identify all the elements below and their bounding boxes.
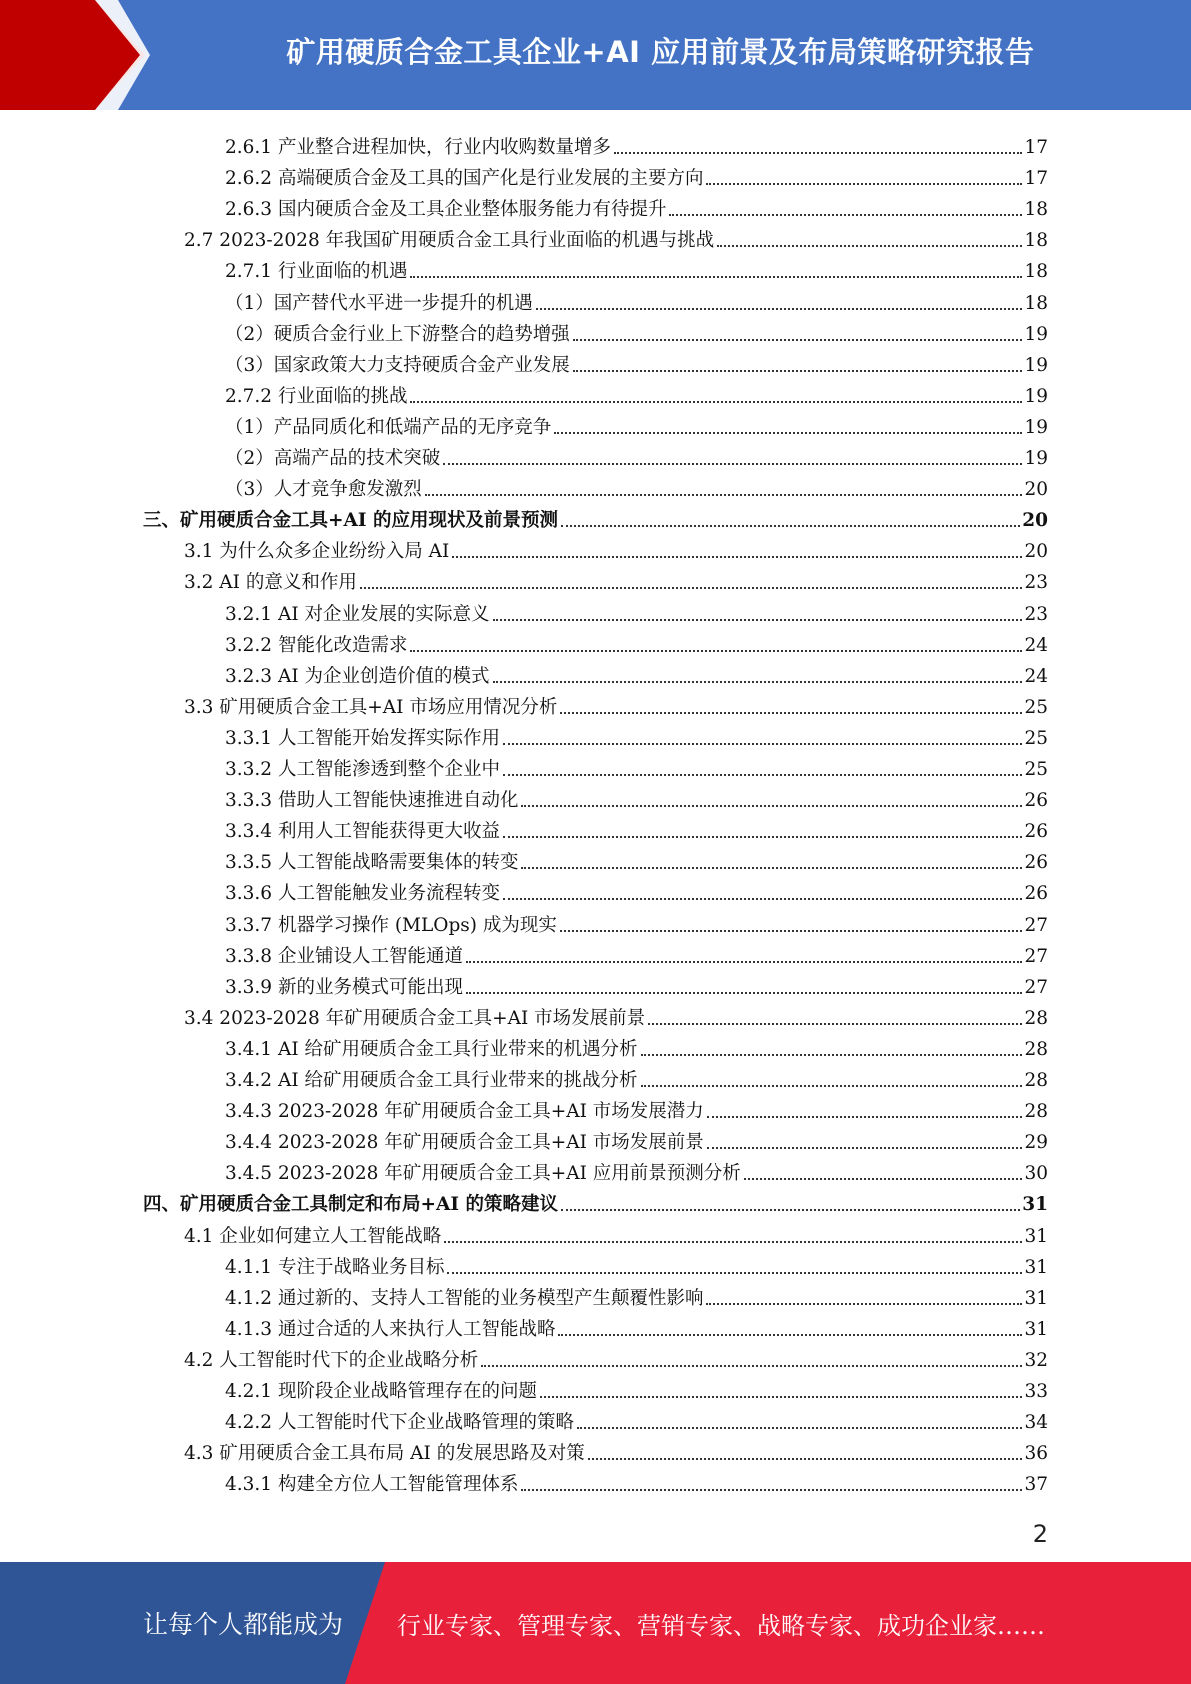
- toc-entry[interactable]: [225, 1154, 1048, 1185]
- toc-dot-leader: [577, 1427, 1022, 1429]
- toc-entry-label: 4.3 矿用硬质合金工具布局 AI 的发展思路及对策: [184, 1443, 585, 1465]
- toc-entry-page: 23: [1024, 572, 1048, 594]
- toc-entry[interactable]: [225, 719, 1048, 750]
- toc-dot-leader: [744, 1178, 1023, 1180]
- toc-entry-label: 3.3.5 人工智能战略需要集体的转变: [225, 852, 519, 874]
- toc-entry[interactable]: [225, 812, 1048, 843]
- toc-dot-leader: [554, 432, 1022, 434]
- toc-dot-leader: [561, 1209, 1020, 1211]
- toc-entry-label: 2.7.1 行业面临的机遇: [225, 261, 408, 283]
- toc-entry-page: 31: [1024, 1287, 1048, 1309]
- toc-entry-page: 18: [1024, 292, 1048, 314]
- toc-entry[interactable]: [225, 159, 1048, 190]
- toc-entry-page: 18: [1024, 261, 1048, 283]
- toc-dot-leader: [452, 556, 1022, 558]
- toc-entry[interactable]: [225, 377, 1048, 408]
- toc-entry-label: 4.2.1 现阶段企业战略管理存在的问题: [225, 1381, 537, 1402]
- toc-entry-page: 26: [1024, 790, 1048, 812]
- page-footer: [0, 1562, 1191, 1684]
- toc-entry[interactable]: [225, 252, 1048, 283]
- toc-entry-page: 19: [1024, 354, 1048, 376]
- toc-entry-label: 4.1.1 专注于战略业务目标: [225, 1256, 445, 1278]
- footer-slogan-right: 行业专家、管理专家、营销专家、战略专家、成功企业家……: [397, 1611, 1045, 1640]
- toc-entry[interactable]: [225, 595, 1048, 626]
- toc-entry-page: 29: [1024, 1132, 1048, 1154]
- toc-entry[interactable]: [225, 750, 1048, 781]
- toc-entry-label: 4.3.1 构建全方位人工智能管理体系: [225, 1474, 519, 1496]
- toc-entry-label: 3.4.1 AI 给矿用硬质合金工具行业带来的机遇分析: [225, 1038, 638, 1060]
- toc-entry-page: 31: [1024, 1256, 1048, 1278]
- toc-dot-leader: [521, 805, 1022, 807]
- toc-entry[interactable]: [225, 968, 1048, 999]
- toc-entry[interactable]: [225, 626, 1048, 657]
- toc-entry[interactable]: [225, 346, 1048, 377]
- toc-entry-label: 2.7 2023-2028 年我国矿用硬质合金工具行业面临的机遇与挑战: [184, 230, 715, 252]
- toc-entry[interactable]: [225, 1123, 1048, 1154]
- toc-dot-leader: [521, 1489, 1022, 1491]
- toc-entry-label: 2.6.2 高端硬质合金及工具的国产化是行业发展的主要方向: [225, 168, 704, 190]
- toc-entry-page: 25: [1024, 759, 1048, 780]
- toc-dot-leader: [503, 898, 1022, 900]
- toc-entry-label: 3.3.3 借助人工智能快速推进自动化: [225, 790, 519, 812]
- toc-dot-leader: [707, 1116, 1023, 1118]
- toc-entry[interactable]: [225, 470, 1048, 501]
- toc-entry-page: 20: [1024, 479, 1048, 501]
- toc-dot-leader: [410, 650, 1022, 652]
- toc-entry-page: 28: [1024, 1007, 1048, 1029]
- toc-entry[interactable]: [225, 874, 1048, 905]
- toc-entry[interactable]: [225, 1310, 1048, 1341]
- page-number: 2: [1032, 1520, 1048, 1548]
- toc-dot-leader: [410, 401, 1022, 403]
- toc-entry[interactable]: [225, 408, 1048, 439]
- toc-entry-page: 28: [1024, 1070, 1048, 1091]
- toc-entry-label: 3.4.3 2023-2028 年矿用硬质合金工具+AI 市场发展潜力: [225, 1101, 704, 1123]
- toc-entry-page: 27: [1024, 976, 1048, 998]
- toc-entry-label: 3.3.2 人工智能渗透到整个企业中: [225, 759, 500, 780]
- toc-entry-label: 4.2 人工智能时代下的企业战略分析: [184, 1349, 479, 1371]
- toc-dot-leader: [536, 308, 1023, 310]
- toc-entry[interactable]: [225, 781, 1048, 812]
- toc-entry[interactable]: [225, 1092, 1048, 1123]
- toc-entry-page: 37: [1024, 1474, 1048, 1496]
- toc-entry[interactable]: [225, 1248, 1048, 1279]
- toc-entry[interactable]: [225, 1403, 1048, 1434]
- toc-entry[interactable]: [225, 190, 1048, 221]
- toc-entry-label: 三、矿用硬质合金工具+AI 的应用现状及前景预测: [143, 510, 558, 532]
- toc-entry-page: 19: [1024, 416, 1048, 438]
- toc-entry-label: （3）人才竞争愈发激烈: [225, 479, 422, 501]
- toc-entry-page: 19: [1024, 448, 1048, 469]
- toc-entry-label: （3）国家政策大力支持硬质合金产业发展: [225, 354, 570, 376]
- toc-dot-leader: [648, 1023, 1022, 1025]
- toc-entry[interactable]: [225, 1061, 1048, 1092]
- toc-entry[interactable]: [184, 688, 1048, 719]
- toc-dot-leader: [466, 992, 1022, 994]
- toc-dot-leader: [447, 1272, 1022, 1274]
- toc-entry-page: 27: [1024, 914, 1048, 936]
- toc-entry-page: 31: [1024, 1225, 1048, 1247]
- toc-entry-label: （1）国产替代水平进一步提升的机遇: [225, 292, 533, 314]
- toc-entry-label: 2.7.2 行业面临的挑战: [225, 385, 408, 407]
- toc-entry-page: 26: [1024, 852, 1048, 874]
- toc-entry-label: 2.6.1 产业整合进程加快，行业内收购数量增多: [225, 137, 611, 158]
- toc-entry-label: 3.3.9 新的业务模式可能出现: [225, 976, 463, 998]
- toc-entry-page: 23: [1024, 603, 1048, 625]
- toc-dot-leader: [573, 370, 1023, 372]
- toc-dot-leader: [588, 1458, 1023, 1460]
- toc-dot-leader: [444, 1241, 1022, 1243]
- toc-entry-page: 20: [1022, 510, 1048, 532]
- toc-entry[interactable]: [143, 501, 1048, 532]
- toc-dot-leader: [425, 494, 1023, 496]
- toc-dot-leader: [560, 712, 1022, 714]
- toc-entry[interactable]: [184, 1341, 1048, 1372]
- toc-dot-leader: [641, 1054, 1023, 1056]
- toc-entry[interactable]: [184, 563, 1048, 594]
- toc-entry-label: 3.3 矿用硬质合金工具+AI 市场应用情况分析: [184, 696, 558, 718]
- toc-dot-leader: [561, 525, 1020, 527]
- toc-entry-page: 18: [1024, 199, 1048, 221]
- toc-dot-leader: [717, 245, 1022, 247]
- toc-entry-label: （1）产品同质化和低端产品的无序竞争: [225, 416, 552, 438]
- header-arrow-decoration: [0, 0, 160, 110]
- toc-entry[interactable]: [143, 1185, 1048, 1216]
- toc-entry-page: 34: [1024, 1412, 1048, 1434]
- toc-entry-page: 33: [1024, 1381, 1048, 1402]
- toc-dot-leader: [360, 587, 1023, 589]
- toc-entry-label: 3.3.7 机器学习操作 (MLOps) 成为现实: [225, 914, 557, 936]
- toc-dot-leader: [707, 1147, 1023, 1149]
- toc-entry[interactable]: [184, 532, 1048, 563]
- toc-dot-leader: [706, 183, 1022, 185]
- toc-dot-leader: [503, 743, 1022, 745]
- toc-entry[interactable]: [184, 221, 1048, 252]
- toc-entry[interactable]: [225, 843, 1048, 874]
- toc-entry-page: 36: [1024, 1443, 1048, 1465]
- toc-dot-leader: [503, 836, 1022, 838]
- toc-entry[interactable]: [184, 999, 1048, 1030]
- toc-entry-label: （2）高端产品的技术突破: [225, 448, 441, 469]
- toc-entry-label: 3.4.2 AI 给矿用硬质合金工具行业带来的挑战分析: [225, 1070, 638, 1091]
- toc-entry-page: 25: [1024, 727, 1048, 749]
- toc-entry[interactable]: [225, 906, 1048, 937]
- toc-dot-leader: [481, 1365, 1022, 1367]
- toc-dot-leader: [410, 276, 1022, 278]
- toc-dot-leader: [573, 339, 1023, 341]
- toc-entry[interactable]: [225, 128, 1048, 159]
- toc-dot-leader: [443, 463, 1022, 465]
- toc-entry-label: 3.3.4 利用人工智能获得更大收益: [225, 821, 500, 843]
- toc-dot-leader: [540, 1396, 1022, 1398]
- toc-entry-label: 3.3.1 人工智能开始发挥实际作用: [225, 727, 500, 749]
- toc-dot-leader: [493, 619, 1023, 621]
- toc-entry-label: 3.4 2023-2028 年矿用硬质合金工具+AI 市场发展前景: [184, 1007, 646, 1029]
- toc-entry-page: 28: [1024, 1038, 1048, 1060]
- toc-dot-leader: [493, 681, 1023, 683]
- toc-entry-label: 4.1.2 通过新的、支持人工智能的业务模型产生颠覆性影响: [225, 1287, 704, 1309]
- toc-entry-page: 31: [1024, 1318, 1048, 1340]
- toc-entry-label: 4.1.3 通过合适的人来执行人工智能战略: [225, 1318, 556, 1340]
- toc-entry-page: 20: [1024, 541, 1048, 563]
- toc-entry-label: 2.6.3 国内硬质合金及工具企业整体服务能力有待提升: [225, 199, 667, 221]
- toc-dot-leader: [614, 152, 1022, 154]
- toc-entry[interactable]: [225, 1279, 1048, 1310]
- toc-dot-leader: [466, 961, 1022, 963]
- toc-dot-leader: [503, 774, 1022, 776]
- toc-entry-label: 3.1 为什么众多企业纷纷入局 AI: [184, 541, 450, 563]
- toc-entry[interactable]: [225, 284, 1048, 315]
- toc-dot-leader: [669, 214, 1022, 216]
- footer-slogan-left: 让每个人都能成为: [143, 1610, 344, 1639]
- toc-entry-label: 3.2.2 智能化改造需求: [225, 634, 408, 656]
- toc-dot-leader: [558, 1334, 1022, 1336]
- toc-entry-page: 27: [1024, 945, 1048, 967]
- toc-dot-leader: [521, 867, 1022, 869]
- toc-dot-leader: [560, 930, 1023, 932]
- toc-entry-label: 3.3.6 人工智能触发业务流程转变: [225, 883, 500, 905]
- toc-entry[interactable]: [184, 1217, 1048, 1248]
- toc-entry-page: 24: [1024, 665, 1048, 687]
- toc-entry-page: 26: [1024, 821, 1048, 843]
- toc-entry-label: 3.4.5 2023-2028 年矿用硬质合金工具+AI 应用前景预测分析: [225, 1163, 741, 1185]
- toc-entry[interactable]: [225, 937, 1048, 968]
- toc-entry[interactable]: [225, 657, 1048, 688]
- toc-entry-page: 30: [1024, 1163, 1048, 1185]
- toc-entry-page: 19: [1024, 323, 1048, 345]
- toc-entry-page: 31: [1022, 1194, 1048, 1216]
- toc-entry[interactable]: [225, 1465, 1048, 1496]
- toc-entry-page: 32: [1024, 1349, 1048, 1371]
- toc-entry-page: 17: [1024, 168, 1048, 190]
- toc-dot-leader: [641, 1085, 1023, 1087]
- toc-entry-page: 28: [1024, 1101, 1048, 1123]
- toc-entry-page: 26: [1024, 883, 1048, 905]
- report-title: 矿用硬质合金工具企业+AI 应用前景及布局策略研究报告: [286, 34, 1035, 69]
- toc-entry[interactable]: [225, 439, 1048, 470]
- toc-entry-label: （2）硬质合金行业上下游整合的趋势增强: [225, 323, 570, 345]
- toc-entry[interactable]: [184, 1434, 1048, 1465]
- toc-entry-label: 3.2.1 AI 对企业发展的实际意义: [225, 603, 490, 625]
- toc-entry-label: 4.2.2 人工智能时代下企业战略管理的策略: [225, 1412, 574, 1434]
- toc-entry[interactable]: [225, 1372, 1048, 1403]
- page-header: [0, 0, 1191, 110]
- toc-entry-page: 24: [1024, 634, 1048, 656]
- toc-entry-label: 3.2 AI 的意义和作用: [184, 572, 357, 594]
- toc-dot-leader: [706, 1303, 1022, 1305]
- toc-entry-page: 18: [1024, 230, 1048, 252]
- toc-entry-page: 25: [1024, 696, 1048, 718]
- toc-entry-page: 17: [1024, 137, 1048, 158]
- toc-entry-label: 3.4.4 2023-2028 年矿用硬质合金工具+AI 市场发展前景: [225, 1132, 704, 1154]
- toc-entry[interactable]: [225, 1030, 1048, 1061]
- toc-entry-page: 19: [1024, 385, 1048, 407]
- toc-entry-label: 4.1 企业如何建立人工智能战略: [184, 1225, 442, 1247]
- toc-entry-label: 3.2.3 AI 为企业创造价值的模式: [225, 665, 490, 687]
- toc-entry-label: 四、矿用硬质合金工具制定和布局+AI 的策略建议: [143, 1194, 558, 1216]
- toc-entry[interactable]: [225, 315, 1048, 346]
- toc-entry-label: 3.3.8 企业铺设人工智能通道: [225, 945, 463, 967]
